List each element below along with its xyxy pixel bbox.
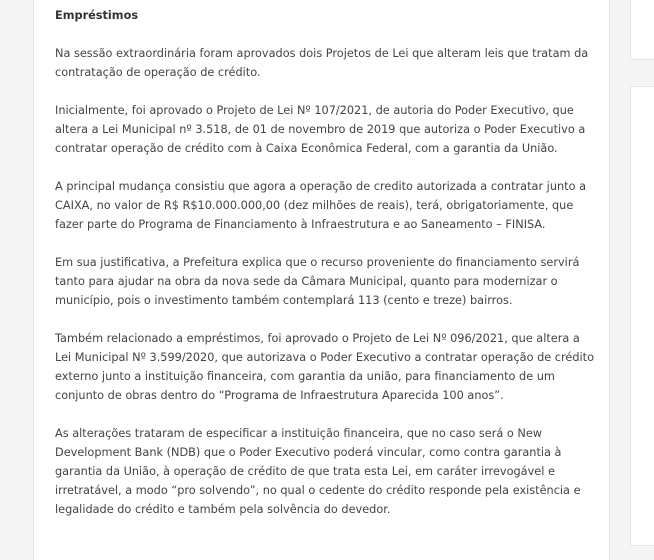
section-title: Empréstimos — [55, 9, 139, 22]
paragraph-pl-107-2021: Inicialmente, foi aprovado o Projeto de Lei Nº 107/2021, de autoria do Poder Executivo, que altera a Lei Municipal nº 3.518, de 01 de novembro de 2019 que autoriza o Poder Executivo a contratar operação de crédito com à Caixa Econômica Federal, com a garantia da União. — [55, 104, 586, 155]
sidebar-widget-top — [630, 0, 654, 60]
sidebar-widget — [630, 86, 654, 546]
article-content — [55, 0, 595, 519]
paragraph-pl-096-2021: Também relacionado a empréstimos, foi aprovado o Projeto de Lei Nº 096/2021, que altera a Lei Municipal Nº 3.599/2020, que autorizava o Poder Executivo a contratar operação de crédito externo junto a instituição financeira, com garantia da união, para financiamento de um conjunto de obras dentro do “Programa de Infraestrutura Aparecida 100 anos”. — [55, 332, 594, 402]
paragraph-changes: As alterações trataram de especificar a instituição financeira, que no caso será o New Development Bank (NDB) que o Poder Executivo poderá vincular, como contra garantia à garantia da União, à operação de crédito de que trata esta Lei, em caráter irrevogável e irretratável, a modo “pro solvendo”, no qual o cedente do crédito responde pela existência e legalidade do crédito e também pela solvência do devedor. — [55, 427, 581, 516]
paragraph-intro: Na sessão extraordinária foram aprovados dois Projetos de Lei que alteram leis que tratam da contratação de operação de crédito. — [55, 47, 589, 79]
paragraph-main-change: A principal mudança consistiu que agora a operação de credito autorizada a contratar junto a CAIXA, no valor de R$ R$10.000.000,00 (dez milhões de reais), terá, obrigatoriamente, que fazer parte do Programa de Financiamento à Infraestrutura e ao Saneamento – FINISA. — [55, 180, 586, 231]
paragraph-justification: Em sua justificativa, a Prefeitura explica que o recurso proveniente do financiamento servirá tanto para ajudar na obra da nova sede da Câmara Municipal, quanto para modernizar o município, pois o investimento também contemplará 113 (cento e treze) bairros. — [55, 256, 580, 307]
article-card — [33, 0, 610, 560]
